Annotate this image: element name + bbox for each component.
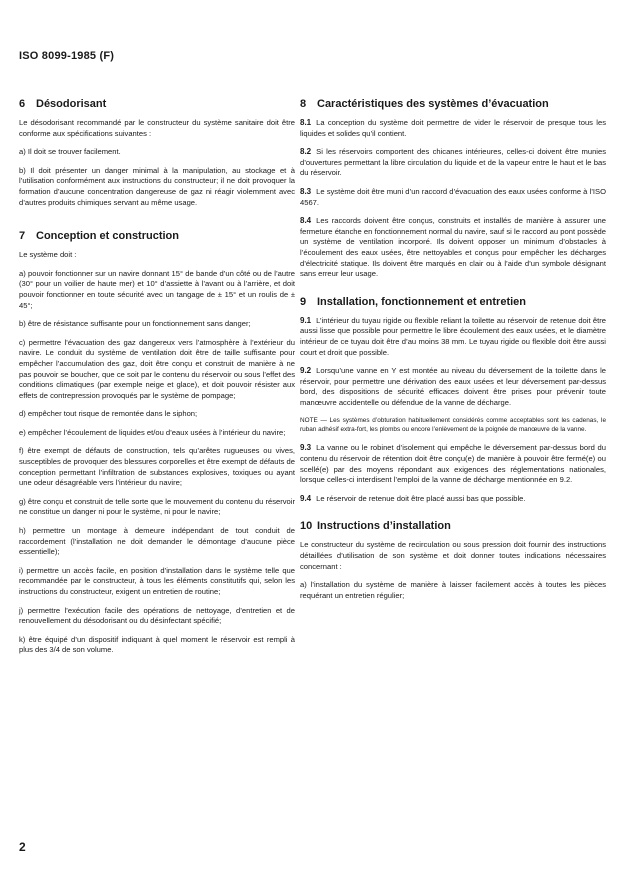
note: NOTE — Les systèmes d’obturation habituellement considérés comme acceptables sont les cadenas, le ruban adhésif extra-fort, les plombs ou encore l’enlèvement de la poignée de manœuvre de la vanne. [300,417,606,434]
paragraph: Le système doit : [19,250,77,260]
section-number: 7 [19,230,26,243]
clause-9-4 [300,494,606,505]
list-item: k) être équipé d’un dispositif indiquant à quel moment le réservoir est rempli à plus des 3/4 de son volume. [19,634,295,655]
list-item: h) permettre un montage à demeure indépendant de tout conduit de raccordement (l’installation ne doit demander le démontage d’aucune pièce essentielle); [19,526,295,557]
clause-8-1 [300,118,606,139]
clause-number: 9.3 [300,443,312,453]
clause-number: 8.3 [300,186,312,196]
clause-number: 9.2 [300,366,312,376]
section-title: Désodorisant [36,98,107,110]
right-column [300,98,606,609]
section-9-heading [300,296,606,309]
list-item: f) être exempt de défauts de construction, tels qu’arêtes rugueuses ou vives, susceptibles de provoquer des blessures corporelles et être exempt de défauts de conception permettant l’infiltration de substances explosives, toxiques ou ayant une odeur désagréable vers l’intérieur du navire; [19,446,295,488]
list-item: d) empêcher tout risque de remontée dans le siphon; [19,409,198,419]
clause-9-1 [300,316,606,358]
document-header: ISO 8099-1985 (F) [19,50,115,62]
section-number: 10 [300,520,313,533]
section-10-heading [300,520,606,533]
list-item: a) Il doit se trouver facilement. [19,147,121,157]
clause-number: 8.2 [300,147,312,157]
list-item: c) permettre l’évacuation des gaz dangereux vers l’atmosphère à l’extérieur du navire. Le conduit du système de ventilation doit être de taille suffisante pour empêcher l’accumulation des gaz, doit être conçu et construit de manière à ne pas pouvoir se boucher, que ce soit par le contenu du réservoir ou sous l’effet des conditions climatiques (par exemple neige et glace), et doit pouvoir résister aux effets de contrepression provoqués par le système de pompage; [19,337,295,400]
paragraph: Le désodorisant recommandé par le constructeur du système sanitaire doit être conforme aux spécifications suivantes : [19,118,295,138]
clause-text: Le réservoir de retenue doit être placé aussi bas que possible. [316,493,526,503]
list-item: b) Il doit présenter un danger minimal à la manipulation, au stockage et à l’utilisation conformément aux instructions du constructeur; il ne doit provoquer la formation d’aucune concentration dangereuse de gaz ni réagir violemment avec d’autres produits chimiques servant au même usage. [19,165,295,207]
list-item: e) empêcher l’écoulement de liquides et/ou d’eaux usées à l’intérieur du navire; [19,427,286,437]
clause-text: L’intérieur du tuyau rigide ou flexible reliant la toilette au réservoir de retenue doit être aussi lisse que possible pour permettre le libre écoulement des eaux usées, et le diamètre intérieur de ce tuyau doit être d’au moins 38 mm. Le tuyau rigide ou flexible doit être aussi court et droit que possible. [300,315,606,357]
section-title: Installation, fonctionnement et entretien [317,295,527,308]
section-number: 6 [19,98,26,110]
clause-text: Les raccords doivent être conçus, construits et installés de manière à assurer une fermeture étanche en fonctionnement normal du navire, sauf si le raccord au pont possède un système de ventilation incorporé. Ils doivent opposer un minimum d’obstacles à l’écoulement des eaux usées, être nettoyables et conçus pour empêcher les décharges d’électricité statique. Ils doivent être marqués en clair ou à l’aide d’un symbole désignant sans erreur leur usage. [300,216,606,279]
clause-8-3 [300,187,606,208]
clause-number: 9.4 [300,493,312,503]
section-7-heading [19,230,295,243]
section-number: 9 [300,295,307,308]
list-item: g) être conçu et construit de telle sorte que le mouvement du contenu du réservoir ne constitue un danger ni pour le système, ni pour le navire; [19,496,295,517]
clause-9-3 [300,443,606,485]
list-item: i) permettre un accès facile, en position d’installation dans le système telle que recommandée par le constructeur, à tous les éléments constitutifs qui, selon les instructions du constructeur, exigent un entretien de routine; [19,565,295,596]
paragraph: Le constructeur du système de recirculation ou sous pression doit fournir des instructions détaillées d’utilisation de son système et doit donner toutes indications nécessaires concernant : [300,540,606,571]
list-item: j) permettre l’exécution facile des opérations de nettoyage, d’entretien et de renouvellement du désodorisant ou du désinfectant spécifié; [19,605,295,626]
section-title: Caractéristiques des systèmes d’évacuation [317,98,549,110]
clause-9-2 [300,366,606,408]
section-title: Conception et construction [36,230,179,243]
list-item: a) l’installation du système de manière à laisser facilement accès à toutes les pièces requérant un entretien régulier; [300,580,606,600]
list-item: a) pouvoir fonctionner sur un navire donnant 15° de bande d’un côté ou de l’autre (30° pour un voilier de haute mer) et 10° d’assiette à l’avant ou à l’arrière, et doit pouvoir fonctionner en toute sécurité avec un tangage de ± 15° et un roulis de ± 45°; [19,268,295,310]
clause-text: Le système doit être muni d’un raccord d’évacuation des eaux usées conforme à l’ISO 4567. [300,186,606,207]
section-6-heading [19,98,295,111]
clause-number: 9.1 [300,315,312,325]
page-number: 2 [19,840,26,854]
clause-text: La vanne ou le robinet d’isolement qui empêche le déversement par-dessus bord du contenu du réservoir de rétention doit être conçu(e) de manière à pouvoir être fermé(e) ou scellé(e) par des moyens répondant aux exigences des réglementations nationales, lorsque celles-ci interdisent l’emploi de la vanne de décharge mentionnée en 9.2. [300,443,606,485]
clause-text: La conception du système doit permettre de vider le réservoir de presque tous les liquides et solides qu’il contient. [300,118,606,138]
clause-8-2 [300,147,606,179]
section-title: Instructions d’installation [317,520,451,533]
clause-text: Si les réservoirs comportent des chicanes intérieures, celles-ci doivent être munies d’ouvertures permettant la libre circulation du liquide et de la vapeur entre le haut et le bas du réservoir. [300,147,606,178]
clause-number: 8.4 [300,216,312,226]
left-column [19,98,295,664]
clause-text: Lorsqu’une vanne en Y est montée au niveau du déversement de la toilette dans le réservoir, pour permettre une dérivation des eaux usées et leur déversement par-dessus bord, des dispositions de sécurité efficaces doivent être prises pour prévenir toute manœuvre accidentelle ou défendue de la vanne de décharge. [300,366,606,407]
clause-number: 8.1 [300,118,312,127]
list-item: b) être de résistance suffisante pour un fonctionnement sans danger; [19,319,251,329]
clause-8-4 [300,216,606,280]
section-8-heading [300,98,606,111]
section-number: 8 [300,98,307,110]
